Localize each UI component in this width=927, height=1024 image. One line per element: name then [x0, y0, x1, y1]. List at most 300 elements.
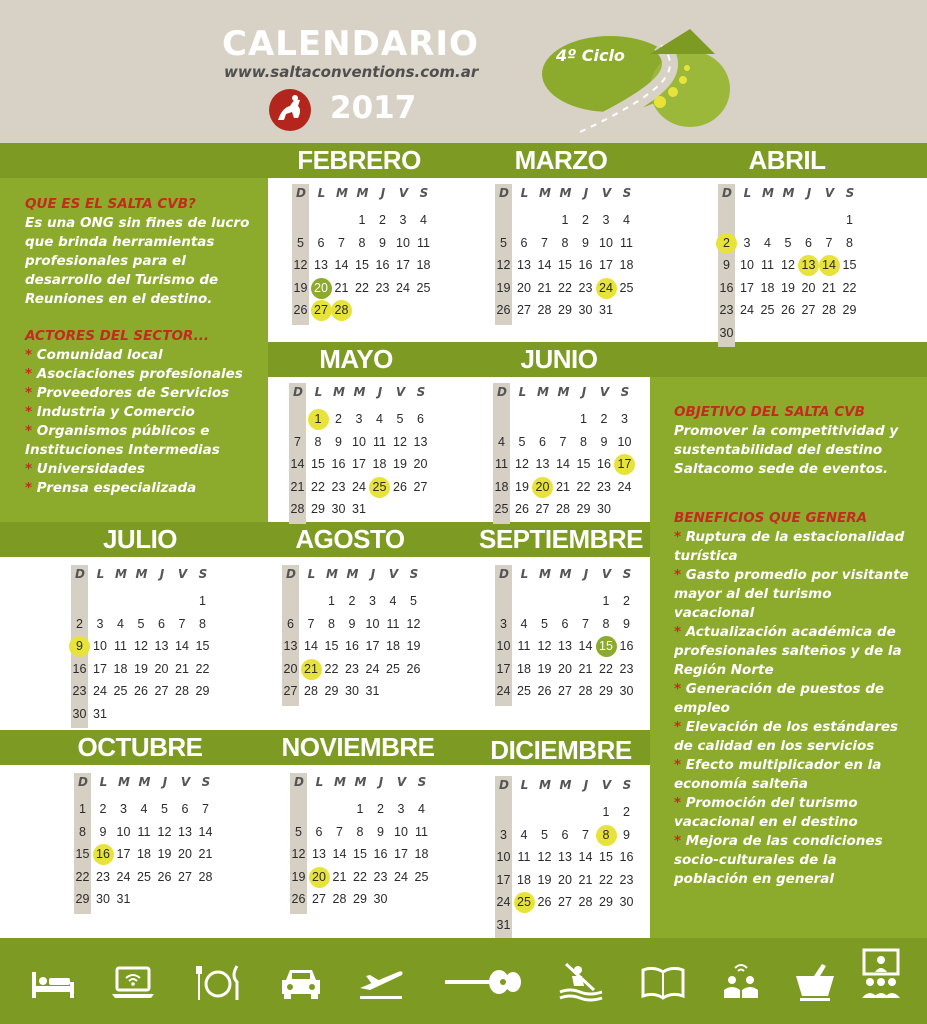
weekday-header: M: [537, 385, 549, 399]
calendar-day: 24: [496, 684, 511, 698]
calendar-day: 29: [558, 303, 572, 317]
calendar-day: 2: [379, 213, 386, 227]
weekday-header: L: [520, 186, 529, 200]
calendar-day: 13: [314, 258, 328, 272]
calendar-day: 10: [617, 434, 632, 449]
road-cycle-illustration-icon: [540, 24, 730, 134]
weekday-header: V: [396, 775, 407, 789]
calendar-day: 20: [413, 457, 428, 471]
calendar-day: 12: [134, 639, 148, 653]
weekday-header: M: [115, 567, 127, 581]
calendar-day: 25: [113, 684, 128, 698]
weekday-header: M: [782, 186, 795, 200]
weekday-header: V: [395, 385, 406, 399]
weekday-header: D: [499, 778, 509, 792]
calendar-day: 29: [353, 892, 367, 906]
calendar-day: 18: [386, 639, 400, 653]
weekday-header: S: [845, 186, 855, 200]
calendar-day: 12: [496, 258, 511, 272]
calendar-day: 9: [69, 636, 90, 657]
actor-item: * Industria y Comercio: [25, 404, 195, 420]
weekday-header: M: [356, 186, 369, 200]
calendar-day: 23: [578, 280, 593, 295]
beneficios-list: [674, 528, 914, 889]
weekday-header: D: [722, 186, 732, 200]
calendar-day: 8: [580, 434, 587, 449]
calendar-day: 25: [494, 502, 509, 516]
weekday-header: V: [388, 567, 399, 581]
calendar-day: 28: [556, 502, 570, 516]
actor-item: * Prensa especializada: [25, 480, 197, 496]
weekday-header: L: [314, 385, 323, 399]
left-panel-text: [25, 195, 265, 498]
calendar-day: 6: [417, 412, 424, 426]
calendar-day: 27: [311, 300, 332, 321]
calendar-day: 31: [599, 303, 613, 317]
calendar-day: 25: [619, 280, 634, 295]
calendar-day: 8: [199, 616, 206, 631]
calendar-day: 21: [537, 280, 552, 295]
calendar-day: 11: [137, 824, 151, 839]
calendar-day: 25: [517, 684, 531, 698]
calendar-day: 16: [619, 639, 634, 653]
calendar-day: 17: [394, 847, 408, 861]
weekday-header: M: [559, 186, 572, 200]
calendar-day: 23: [619, 872, 634, 887]
calendar-day: 20: [558, 872, 572, 887]
calendar-day: 5: [410, 594, 417, 608]
calendar-day: 20: [178, 847, 192, 861]
weekday-header: J: [370, 567, 376, 581]
calendar-year: 2017: [330, 90, 417, 126]
calendar-day: 25: [514, 892, 535, 913]
weekday-header: V: [601, 186, 612, 200]
weekday-header: D: [293, 385, 303, 399]
calendar-day: 8: [602, 616, 610, 631]
calendar-day: 4: [764, 235, 771, 250]
calendar-day: 14: [198, 824, 213, 839]
weekday-header: M: [334, 775, 346, 789]
calendar-day: 9: [348, 616, 356, 631]
calendar-day: 14: [537, 258, 552, 272]
calendar-day: 11: [495, 457, 508, 471]
calendar-day: 14: [332, 847, 347, 861]
dining-icon: [195, 962, 241, 1002]
weekday-header: J: [162, 775, 168, 789]
calendar-day: 26: [537, 895, 552, 909]
calendar-day: 13: [558, 639, 572, 653]
calendar-day: 28: [198, 869, 213, 884]
calendar-day: 20: [154, 661, 169, 676]
calendar-day: 28: [290, 502, 305, 516]
calendar-day: 19: [157, 847, 172, 861]
weekday-header: M: [326, 567, 338, 581]
weekday-header: L: [317, 186, 326, 200]
calendar-day: 11: [386, 616, 400, 631]
calendar-day: 4: [498, 434, 505, 449]
calendar-day: 14: [175, 639, 189, 653]
calendar-day: 10: [394, 824, 408, 839]
calendar-day: 5: [784, 235, 792, 250]
calendar-day: 13: [154, 639, 169, 653]
weekday-header: M: [135, 567, 148, 581]
audience-icon: [718, 962, 764, 1002]
calendar-day: 18: [517, 661, 531, 676]
calendar-day: 10: [396, 235, 410, 250]
calendar-day: 8: [846, 235, 853, 250]
calendar-day: 2: [716, 233, 737, 254]
laptop-wifi-icon: [110, 962, 156, 1002]
calendar-day: 8: [328, 616, 335, 631]
calendar-day: 26: [393, 479, 407, 494]
calendar-day: 23: [72, 684, 87, 698]
calendar-day: 10: [599, 235, 613, 250]
weekday-header: S: [622, 186, 632, 200]
calendar-day: 27: [801, 303, 816, 317]
weekday-header: J: [380, 186, 386, 200]
weekday-header: S: [419, 186, 429, 200]
calendar-day: 29: [195, 684, 210, 698]
calendar-day: 5: [518, 434, 526, 449]
calendar-day: 29: [599, 895, 613, 909]
weekday-header: M: [336, 186, 348, 200]
calendar-day: 5: [396, 412, 404, 426]
right-panel-text: [674, 403, 914, 889]
calendar-day: 9: [600, 434, 608, 449]
calendar-day: 27: [517, 303, 531, 317]
calendar-day: 17: [352, 457, 366, 471]
actor-item: * Organismos públicos e Instituciones Intermedias: [25, 423, 220, 458]
calendar-day: 22: [324, 661, 339, 676]
calendar-day: 1: [199, 594, 206, 608]
weekday-header: L: [96, 567, 105, 581]
calendar-day: 11: [373, 434, 386, 449]
calendar-day: 15: [558, 258, 572, 272]
calendar-day: 7: [582, 616, 589, 631]
calendar-day: 17: [93, 661, 107, 676]
calendar-day: 27: [312, 892, 326, 906]
calendar-day: 27: [283, 684, 298, 698]
calendar-day: 7: [307, 616, 315, 631]
presentation-icon: [858, 948, 904, 1000]
calendar-day: 25: [369, 477, 390, 498]
calendar-day: 20: [517, 280, 531, 295]
calendar-day: 3: [399, 213, 407, 227]
calendar-day: 23: [619, 661, 634, 676]
calendar-day: 8: [561, 235, 569, 250]
weekday-header: M: [539, 778, 551, 792]
calendar-day: 5: [541, 827, 548, 842]
calendar-day: 22: [599, 661, 613, 676]
calendar-day: 21: [301, 659, 322, 680]
actor-item: * Universidades: [25, 461, 145, 477]
beneficio-item: * Mejora de las condiciones socio-culturales de la población en general: [674, 833, 883, 887]
calendar-day: 29: [324, 684, 339, 698]
weekday-header: D: [75, 567, 85, 581]
calendar-day: 16: [597, 457, 611, 471]
weekday-header: D: [497, 385, 507, 399]
beneficio-item: * Efecto multiplicador en la economía salteña: [674, 757, 882, 792]
calendar-day: 30: [72, 706, 87, 721]
calendar-day: 13: [283, 639, 298, 653]
calendar-day: 24: [496, 895, 511, 909]
calendar-day: 19: [134, 661, 148, 676]
calendar-day: 6: [287, 616, 294, 631]
calendar-day: 14: [334, 258, 349, 272]
airplane-icon: [358, 962, 404, 1002]
weekday-header: L: [99, 775, 108, 789]
weekday-header: M: [559, 567, 572, 581]
calendar-day: 7: [559, 434, 567, 449]
calendar-day: 2: [348, 594, 356, 608]
calendar-day: 17: [599, 258, 613, 272]
calendar-day: 29: [842, 303, 857, 317]
calendar-day: 11: [761, 258, 774, 272]
car-icon: [278, 962, 324, 1002]
calendar-day: 2: [99, 802, 107, 816]
calendar-day: 27: [413, 479, 428, 494]
calendar-day: 15: [576, 457, 591, 471]
calendar-day: 26: [537, 684, 552, 698]
calendar-day: 20: [283, 661, 298, 676]
calendar-day: 20: [311, 278, 332, 299]
calendar-day: 7: [541, 235, 548, 250]
calendar-day: 13: [178, 824, 192, 839]
weekday-header: M: [762, 186, 774, 200]
calendar-day: 27: [535, 502, 550, 516]
calendar-day: 20: [532, 477, 553, 498]
calendar-day: 13: [312, 847, 326, 861]
calendar-day: 10: [93, 639, 107, 653]
calendar-day: 6: [315, 824, 323, 839]
calendar-day: 28: [537, 303, 552, 317]
calendar-day: 10: [365, 616, 380, 631]
calendar-day: 26: [291, 892, 306, 906]
calendar-day: 2: [377, 802, 384, 816]
calendar-day: 23: [345, 661, 359, 676]
calendar-day: 8: [596, 825, 617, 846]
calendar-day: 10: [496, 639, 511, 653]
calendar-day: 28: [331, 300, 352, 321]
calendar-day: 18: [414, 847, 429, 861]
calendar-day: 28: [578, 895, 593, 909]
ciclo-label: 4º Ciclo: [556, 46, 625, 65]
month-name-marzo: MARZO: [514, 145, 608, 175]
weekday-header: V: [599, 385, 610, 399]
calendar-day: 9: [723, 258, 730, 272]
calendar-day: 11: [517, 639, 531, 653]
calendar-day: 25: [760, 303, 775, 317]
calendar-day: 31: [496, 917, 511, 932]
calendar-day: 27: [558, 684, 572, 698]
calendar-day: 12: [781, 258, 795, 272]
calendar-day: 3: [397, 802, 405, 816]
calendar-day: 23: [597, 479, 611, 494]
calendar-day: 28: [175, 684, 189, 698]
calendar-day: 29: [599, 684, 613, 698]
calendar-day: 9: [335, 434, 342, 449]
calendar-day: 1: [308, 409, 329, 430]
month-name-noviembre: NOVIEMBRE: [281, 732, 435, 762]
calendar-day: 5: [297, 235, 304, 250]
calendar-day: 3: [500, 827, 507, 842]
weekday-header: M: [559, 778, 572, 792]
book-icon: [640, 962, 686, 1002]
calendar-day: 20: [801, 280, 816, 295]
calendar-day: 27: [558, 895, 572, 909]
calendar-day: 18: [416, 258, 431, 272]
calendar-day: 14: [578, 639, 593, 653]
calendar-day: 16: [373, 847, 388, 861]
calendar-day: 5: [541, 616, 548, 631]
calendar-day: 22: [842, 280, 857, 295]
weekday-header: M: [353, 385, 366, 399]
calendar-day: 13: [413, 434, 428, 449]
calendar-day: 9: [99, 824, 107, 839]
calendar-day: 6: [181, 802, 189, 816]
calendar-day: 5: [295, 824, 302, 839]
calendar-day: 12: [515, 457, 529, 471]
calendar-day: 1: [846, 213, 853, 227]
calendar-day: 21: [198, 847, 213, 861]
calendar-day: 27: [178, 869, 192, 884]
calendar-day: 22: [353, 869, 367, 884]
calendar-day: 23: [375, 280, 390, 295]
calendar-day: 3: [621, 412, 628, 426]
calendar-day: 4: [623, 213, 630, 227]
calendar-day: 6: [561, 616, 569, 631]
calendar-day: 26: [134, 684, 148, 698]
calendar-day: 16: [331, 457, 346, 471]
calendar-day: 15: [596, 636, 617, 657]
weekday-header: L: [518, 385, 527, 399]
calendar-day: 22: [75, 869, 90, 884]
calendar-day: 18: [113, 661, 128, 676]
calendar-day: 11: [415, 824, 428, 839]
calendar-day: 21: [578, 661, 593, 676]
calendar-day: 19: [293, 280, 308, 295]
calendar-day: 23: [719, 303, 734, 317]
calendar-day: 15: [353, 847, 367, 861]
calendar-day: 5: [500, 235, 507, 250]
calendar-day: 30: [345, 684, 359, 698]
calendar-day: 12: [406, 616, 421, 631]
calendar-day: 23: [96, 869, 110, 884]
calendar-day: 26: [781, 303, 795, 317]
calendar-day: 19: [515, 479, 529, 494]
calendar-day: 22: [311, 479, 325, 494]
calendar-day: 11: [417, 235, 430, 250]
calendar-day: 29: [311, 502, 325, 516]
weekday-header: L: [315, 775, 324, 789]
month-name-junio: JUNIO: [520, 344, 598, 374]
calendar-day: 15: [75, 847, 90, 861]
actor-item: * Asociaciones profesionales: [25, 366, 243, 382]
weekday-header: M: [346, 567, 359, 581]
weekday-header: S: [620, 385, 630, 399]
calendar-day: 25: [137, 869, 151, 884]
calendar-day: 30: [578, 303, 593, 317]
weekday-header: J: [583, 567, 589, 581]
actores-heading: ACTORES DEL SECTOR...: [25, 328, 209, 344]
calendar-day: 8: [314, 434, 322, 449]
calendar-day: 6: [158, 616, 165, 631]
calendar-day: 16: [93, 844, 114, 865]
calendar-day: 17: [740, 280, 754, 295]
weekday-header: L: [520, 778, 529, 792]
calendar-day: 24: [93, 684, 107, 698]
calendar-day: 21: [175, 661, 189, 676]
calendar-day: 16: [72, 661, 87, 676]
calendar-day: 6: [317, 235, 325, 250]
calendar-day: 18: [760, 280, 775, 295]
calendar-day: 20: [558, 661, 572, 676]
calendar-day: 3: [369, 594, 376, 608]
calendar-day: 9: [377, 824, 384, 839]
calendar-day: 15: [842, 258, 857, 272]
weekday-header: M: [354, 775, 367, 789]
calendar-day: 6: [805, 235, 812, 250]
calendar-day: 17: [116, 847, 131, 861]
calendar-day: 19: [781, 280, 795, 295]
weekday-header: M: [138, 775, 151, 789]
page-title: CALENDARIO: [222, 24, 479, 64]
beneficio-item: * Generación de puestos de empleo: [674, 681, 885, 716]
calendar-day: 17: [496, 661, 511, 676]
calendar-day: 4: [520, 616, 528, 631]
kayak-icon: [558, 962, 604, 1002]
calendar-day: 22: [599, 872, 613, 887]
weekday-header: S: [416, 385, 426, 399]
calendar-day: 4: [376, 412, 383, 426]
weekday-header: S: [201, 775, 211, 789]
calendar-day: 16: [719, 280, 734, 295]
calendar-day: 8: [79, 824, 86, 839]
calendar-day: 15: [599, 850, 613, 864]
calendar-day: 4: [389, 594, 397, 608]
weekday-header: J: [583, 778, 589, 792]
weekday-header: D: [78, 775, 88, 789]
weekday-header: J: [581, 385, 587, 399]
calendar-day: 19: [406, 639, 421, 653]
calendar-day: 14: [290, 457, 305, 471]
calendar-day: 24: [116, 869, 131, 884]
actor-item: * Proveedores de Servicios: [25, 385, 230, 401]
weekday-header: J: [159, 567, 165, 581]
calendar-day: 30: [619, 684, 634, 698]
calendar-day: 24: [596, 278, 617, 299]
calendar-day: 29: [75, 892, 90, 906]
calendar-day: 16: [345, 639, 359, 653]
calendar-day: 1: [328, 594, 335, 608]
calendar-day: 11: [620, 235, 633, 250]
weekday-header: J: [583, 186, 589, 200]
calendar-day: 18: [137, 847, 151, 861]
calendar-day: 24: [617, 479, 632, 494]
calendar-day: 4: [420, 213, 427, 227]
calendar-day: 19: [496, 280, 511, 295]
calendar-day: 26: [515, 502, 529, 516]
calendar-day: 6: [539, 434, 546, 449]
calendar-day: 24: [352, 479, 366, 494]
calendar-day: 13: [558, 850, 572, 864]
website-link[interactable]: www.saltaconventions.com.ar: [224, 63, 479, 81]
calendar-day: 6: [561, 827, 569, 842]
calendar-day: 19: [291, 869, 306, 884]
calendar-day: 3: [96, 616, 104, 631]
calendar-day: 7: [178, 616, 186, 631]
calendar-day: 17: [365, 639, 380, 653]
